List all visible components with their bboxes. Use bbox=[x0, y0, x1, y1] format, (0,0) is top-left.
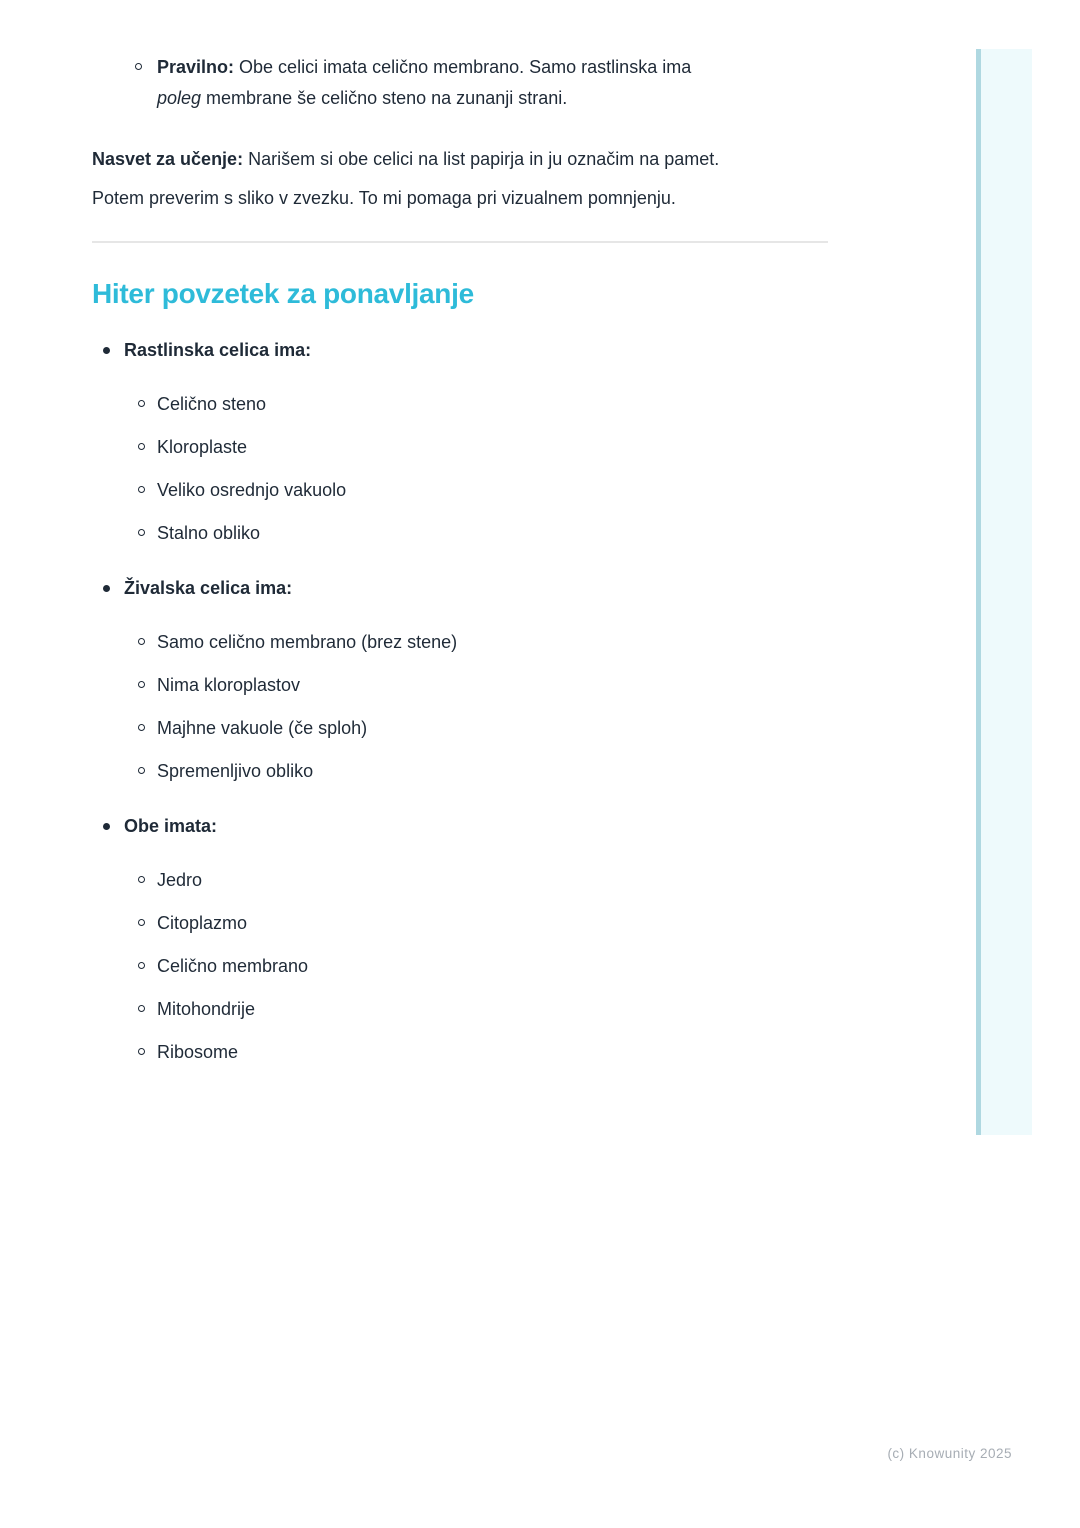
list-item bbox=[124, 865, 829, 896]
list-item-label: Citoplazmo bbox=[157, 913, 248, 933]
intro-item-bold: Pravilno: bbox=[157, 57, 235, 77]
circle-bullet-icon bbox=[138, 486, 145, 493]
group-items bbox=[124, 389, 829, 549]
document-content bbox=[92, 0, 829, 1068]
disc-bullet-icon bbox=[103, 347, 110, 354]
circle-bullet-icon bbox=[138, 443, 145, 450]
list-item bbox=[124, 670, 829, 701]
group-plant-cell bbox=[92, 335, 829, 549]
list-item-label: Mitohondrije bbox=[157, 999, 256, 1019]
circle-bullet-icon bbox=[138, 724, 145, 731]
list-item-label: Samo celično membrano (brez stene) bbox=[157, 632, 458, 652]
circle-bullet-icon bbox=[138, 681, 145, 688]
list-item-label: Spremenljivo obliko bbox=[157, 761, 314, 781]
circle-bullet-icon bbox=[138, 962, 145, 969]
study-tip-paragraph bbox=[92, 140, 829, 218]
list-item-label: Ribosome bbox=[157, 1042, 239, 1062]
intro-item-italic: poleg bbox=[157, 88, 202, 108]
group-title: Obe imata: bbox=[124, 816, 218, 836]
list-item-label: Nima kloroplastov bbox=[157, 675, 301, 695]
list-item bbox=[124, 475, 829, 506]
circle-bullet-icon bbox=[138, 529, 145, 536]
list-item bbox=[124, 994, 829, 1025]
list-item-label: Celično membrano bbox=[157, 956, 309, 976]
intro-item-text2: membrane še celično steno na zunanji strani. bbox=[201, 88, 568, 108]
group-both-cells bbox=[92, 811, 829, 1068]
intro-list bbox=[92, 52, 829, 114]
circle-bullet-icon bbox=[138, 400, 145, 407]
list-item bbox=[124, 756, 829, 787]
intro-list-item bbox=[92, 52, 829, 114]
circle-bullet-icon bbox=[138, 919, 145, 926]
group-animal-cell bbox=[92, 573, 829, 787]
list-item bbox=[124, 1037, 829, 1068]
copyright-footer: (c) Knowunity 2025 bbox=[887, 1446, 1012, 1461]
circle-bullet-icon bbox=[138, 767, 145, 774]
group-items bbox=[124, 865, 829, 1068]
list-item-label: Celično steno bbox=[157, 394, 267, 414]
circle-bullet-icon bbox=[138, 1048, 145, 1055]
list-item-label: Stalno obliko bbox=[157, 523, 261, 543]
study-tip-line2: Potem preverim s sliko v zvezku. To mi pomaga pri vizualnem pomnjenju. bbox=[92, 188, 676, 208]
list-item bbox=[124, 713, 829, 744]
circle-bullet-icon bbox=[138, 638, 145, 645]
disc-bullet-icon bbox=[103, 585, 110, 592]
list-item-label: Kloroplaste bbox=[157, 437, 248, 457]
list-item bbox=[124, 432, 829, 463]
summary-list bbox=[92, 335, 829, 1068]
study-tip-text: Narišem si obe celici na list papirja in ju označim na pamet. bbox=[243, 149, 720, 169]
list-item bbox=[124, 908, 829, 939]
disc-bullet-icon bbox=[103, 823, 110, 830]
intro-item-text: Obe celici imata celično membrano. Samo rastlinska ima bbox=[234, 57, 692, 77]
study-tip-line1 bbox=[92, 140, 829, 179]
intro-item-line1 bbox=[157, 52, 829, 83]
study-tip-bold: Nasvet za učenje: bbox=[92, 149, 244, 169]
list-item bbox=[124, 627, 829, 658]
list-item bbox=[124, 518, 829, 549]
group-title: Rastlinska celica ima: bbox=[124, 340, 312, 360]
list-item bbox=[124, 389, 829, 420]
list-item bbox=[124, 951, 829, 982]
page-edge-stripe bbox=[976, 49, 1032, 1135]
group-title: Živalska celica ima: bbox=[124, 578, 293, 598]
divider bbox=[92, 241, 828, 243]
section-heading: Hiter povzetek za ponavljanje bbox=[92, 278, 474, 309]
intro-item-line2 bbox=[157, 83, 829, 114]
list-item-label: Majhne vakuole (če sploh) bbox=[157, 718, 368, 738]
list-item-label: Jedro bbox=[157, 870, 203, 890]
group-items bbox=[124, 627, 829, 787]
list-item-label: Veliko osrednjo vakuolo bbox=[157, 480, 347, 500]
circle-bullet-icon bbox=[138, 876, 145, 883]
circle-bullet-icon bbox=[135, 63, 142, 70]
circle-bullet-icon bbox=[138, 1005, 145, 1012]
